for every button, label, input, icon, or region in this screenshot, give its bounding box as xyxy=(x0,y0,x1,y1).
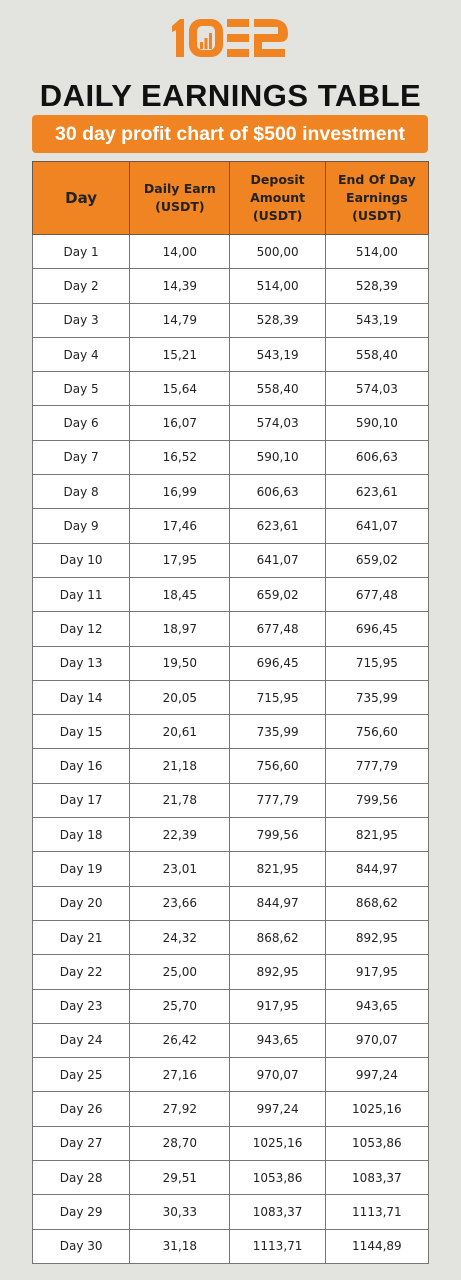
table-row xyxy=(33,886,429,920)
daily-earn-cell: 14,39 xyxy=(130,269,230,303)
deposit-amount-cell: 777,79 xyxy=(230,783,325,817)
day-cell: Day 2 xyxy=(33,269,130,303)
day-cell: Day 13 xyxy=(33,646,130,680)
day-cell: Day 16 xyxy=(33,749,130,783)
end-of-day-cell: 574,03 xyxy=(325,372,428,406)
end-of-day-cell: 715,95 xyxy=(325,646,428,680)
end-of-day-cell: 756,60 xyxy=(325,715,428,749)
daily-earn-cell: 14,00 xyxy=(130,235,230,269)
daily-earn-cell: 21,78 xyxy=(130,783,230,817)
deposit-amount-cell: 558,40 xyxy=(230,372,325,406)
day-cell: Day 23 xyxy=(33,989,130,1023)
end-of-day-cell: 514,00 xyxy=(325,235,428,269)
day-cell: Day 24 xyxy=(33,1023,130,1057)
daily-earn-cell: 16,07 xyxy=(130,406,230,440)
deposit-amount-cell: 756,60 xyxy=(230,749,325,783)
end-of-day-cell: 970,07 xyxy=(325,1023,428,1057)
end-of-day-cell: 528,39 xyxy=(325,269,428,303)
page-title: DAILY EARNINGS TABLE xyxy=(39,78,422,113)
table-row xyxy=(33,955,429,989)
table-row xyxy=(33,235,429,269)
end-of-day-cell: 606,63 xyxy=(325,440,428,474)
daily-earn-cell: 16,99 xyxy=(130,475,230,509)
end-of-day-cell: 892,95 xyxy=(325,920,428,954)
day-cell: Day 10 xyxy=(33,543,130,577)
table-header-row xyxy=(33,162,429,235)
day-cell: Day 29 xyxy=(33,1195,130,1229)
end-of-day-cell: 659,02 xyxy=(325,543,428,577)
table-row xyxy=(33,269,429,303)
table-row xyxy=(33,749,429,783)
subtitle-banner: 30 day profit chart of $500 investment xyxy=(32,115,428,153)
daily-earn-cell: 25,00 xyxy=(130,955,230,989)
end-of-day-cell: 1144,89 xyxy=(325,1229,428,1263)
day-cell: Day 17 xyxy=(33,783,130,817)
table-row xyxy=(33,1229,429,1263)
daily-earn-cell: 20,61 xyxy=(130,715,230,749)
end-of-day-cell: 558,40 xyxy=(325,337,428,371)
table-row xyxy=(33,372,429,406)
deposit-amount-cell: 514,00 xyxy=(230,269,325,303)
deposit-amount-cell: 641,07 xyxy=(230,543,325,577)
table-row xyxy=(33,1023,429,1057)
column-header-daily-earn: Daily Earn (USDT) xyxy=(130,162,230,235)
table-row xyxy=(33,406,429,440)
end-of-day-cell: 844,97 xyxy=(325,852,428,886)
end-of-day-cell: 543,19 xyxy=(325,303,428,337)
deposit-amount-cell: 528,39 xyxy=(230,303,325,337)
daily-earn-cell: 29,51 xyxy=(130,1161,230,1195)
end-of-day-cell: 1053,86 xyxy=(325,1126,428,1160)
deposit-amount-cell: 868,62 xyxy=(230,920,325,954)
deposit-amount-cell: 997,24 xyxy=(230,1092,325,1126)
day-cell: Day 3 xyxy=(33,303,130,337)
day-cell: Day 9 xyxy=(33,509,130,543)
table-row xyxy=(33,337,429,371)
deposit-amount-cell: 821,95 xyxy=(230,852,325,886)
end-of-day-cell: 590,10 xyxy=(325,406,428,440)
table-row xyxy=(33,680,429,714)
daily-earn-cell: 19,50 xyxy=(130,646,230,680)
day-cell: Day 26 xyxy=(33,1092,130,1126)
column-header-deposit-amount: Deposit Amount (USDT) xyxy=(230,162,325,235)
deposit-amount-cell: 696,45 xyxy=(230,646,325,680)
column-header-end-of-day-earnings: End Of Day Earnings (USDT) xyxy=(325,162,428,235)
day-cell: Day 19 xyxy=(33,852,130,886)
table-row xyxy=(33,646,429,680)
daily-earn-cell: 18,45 xyxy=(130,577,230,611)
day-cell: Day 20 xyxy=(33,886,130,920)
table-row xyxy=(33,783,429,817)
table-row xyxy=(33,1092,429,1126)
column-header-day: Day xyxy=(33,162,130,235)
daily-earn-cell: 18,97 xyxy=(130,612,230,646)
table-row xyxy=(33,440,429,474)
daily-earn-cell: 27,92 xyxy=(130,1092,230,1126)
day-cell: Day 8 xyxy=(33,475,130,509)
table-row xyxy=(33,920,429,954)
day-cell: Day 25 xyxy=(33,1058,130,1092)
day-cell: Day 12 xyxy=(33,612,130,646)
end-of-day-cell: 641,07 xyxy=(325,509,428,543)
day-cell: Day 27 xyxy=(33,1126,130,1160)
table-row xyxy=(33,1195,429,1229)
day-cell: Day 18 xyxy=(33,818,130,852)
end-of-day-cell: 623,61 xyxy=(325,475,428,509)
table-row xyxy=(33,303,429,337)
end-of-day-cell: 917,95 xyxy=(325,955,428,989)
table-row xyxy=(33,509,429,543)
deposit-amount-cell: 500,00 xyxy=(230,235,325,269)
end-of-day-cell: 997,24 xyxy=(325,1058,428,1092)
daily-earn-cell: 27,16 xyxy=(130,1058,230,1092)
table-row xyxy=(33,612,429,646)
daily-earn-cell: 17,46 xyxy=(130,509,230,543)
daily-earn-cell: 23,01 xyxy=(130,852,230,886)
day-cell: Day 30 xyxy=(33,1229,130,1263)
brand-logo xyxy=(172,18,288,58)
daily-earn-cell: 24,32 xyxy=(130,920,230,954)
day-cell: Day 7 xyxy=(33,440,130,474)
daily-earn-cell: 17,95 xyxy=(130,543,230,577)
deposit-amount-cell: 606,63 xyxy=(230,475,325,509)
end-of-day-cell: 799,56 xyxy=(325,783,428,817)
deposit-amount-cell: 799,56 xyxy=(230,818,325,852)
end-of-day-cell: 943,65 xyxy=(325,989,428,1023)
day-cell: Day 21 xyxy=(33,920,130,954)
deposit-amount-cell: 892,95 xyxy=(230,955,325,989)
end-of-day-cell: 1083,37 xyxy=(325,1161,428,1195)
end-of-day-cell: 1025,16 xyxy=(325,1092,428,1126)
day-cell: Day 5 xyxy=(33,372,130,406)
table-row xyxy=(33,1161,429,1195)
deposit-amount-cell: 1083,37 xyxy=(230,1195,325,1229)
end-of-day-cell: 1113,71 xyxy=(325,1195,428,1229)
deposit-amount-cell: 1053,86 xyxy=(230,1161,325,1195)
daily-earn-cell: 20,05 xyxy=(130,680,230,714)
deposit-amount-cell: 574,03 xyxy=(230,406,325,440)
deposit-amount-cell: 844,97 xyxy=(230,886,325,920)
day-cell: Day 15 xyxy=(33,715,130,749)
table-row xyxy=(33,475,429,509)
end-of-day-cell: 677,48 xyxy=(325,577,428,611)
daily-earn-cell: 26,42 xyxy=(130,1023,230,1057)
daily-earn-cell: 23,66 xyxy=(130,886,230,920)
daily-earn-cell: 15,64 xyxy=(130,372,230,406)
day-cell: Day 14 xyxy=(33,680,130,714)
deposit-amount-cell: 715,95 xyxy=(230,680,325,714)
daily-earn-cell: 30,33 xyxy=(130,1195,230,1229)
table-row xyxy=(33,818,429,852)
table-row xyxy=(33,1058,429,1092)
end-of-day-cell: 868,62 xyxy=(325,886,428,920)
daily-earn-cell: 16,52 xyxy=(130,440,230,474)
table-row xyxy=(33,543,429,577)
daily-earn-cell: 31,18 xyxy=(130,1229,230,1263)
deposit-amount-cell: 659,02 xyxy=(230,577,325,611)
earnings-table xyxy=(32,161,429,1264)
table-row xyxy=(33,715,429,749)
end-of-day-cell: 696,45 xyxy=(325,612,428,646)
daily-earn-cell: 28,70 xyxy=(130,1126,230,1160)
deposit-amount-cell: 543,19 xyxy=(230,337,325,371)
end-of-day-cell: 777,79 xyxy=(325,749,428,783)
table-row xyxy=(33,989,429,1023)
daily-earn-cell: 21,18 xyxy=(130,749,230,783)
day-cell: Day 22 xyxy=(33,955,130,989)
day-cell: Day 11 xyxy=(33,577,130,611)
daily-earn-cell: 14,79 xyxy=(130,303,230,337)
deposit-amount-cell: 623,61 xyxy=(230,509,325,543)
day-cell: Day 28 xyxy=(33,1161,130,1195)
daily-earn-cell: 22,39 xyxy=(130,818,230,852)
deposit-amount-cell: 1113,71 xyxy=(230,1229,325,1263)
deposit-amount-cell: 917,95 xyxy=(230,989,325,1023)
table-row xyxy=(33,577,429,611)
deposit-amount-cell: 970,07 xyxy=(230,1058,325,1092)
deposit-amount-cell: 735,99 xyxy=(230,715,325,749)
daily-earn-cell: 25,70 xyxy=(130,989,230,1023)
day-cell: Day 4 xyxy=(33,337,130,371)
deposit-amount-cell: 943,65 xyxy=(230,1023,325,1057)
deposit-amount-cell: 677,48 xyxy=(230,612,325,646)
day-cell: Day 1 xyxy=(33,235,130,269)
deposit-amount-cell: 1025,16 xyxy=(230,1126,325,1160)
table-row xyxy=(33,852,429,886)
day-cell: Day 6 xyxy=(33,406,130,440)
table-row xyxy=(33,1126,429,1160)
deposit-amount-cell: 590,10 xyxy=(230,440,325,474)
end-of-day-cell: 821,95 xyxy=(325,818,428,852)
daily-earn-cell: 15,21 xyxy=(130,337,230,371)
end-of-day-cell: 735,99 xyxy=(325,680,428,714)
